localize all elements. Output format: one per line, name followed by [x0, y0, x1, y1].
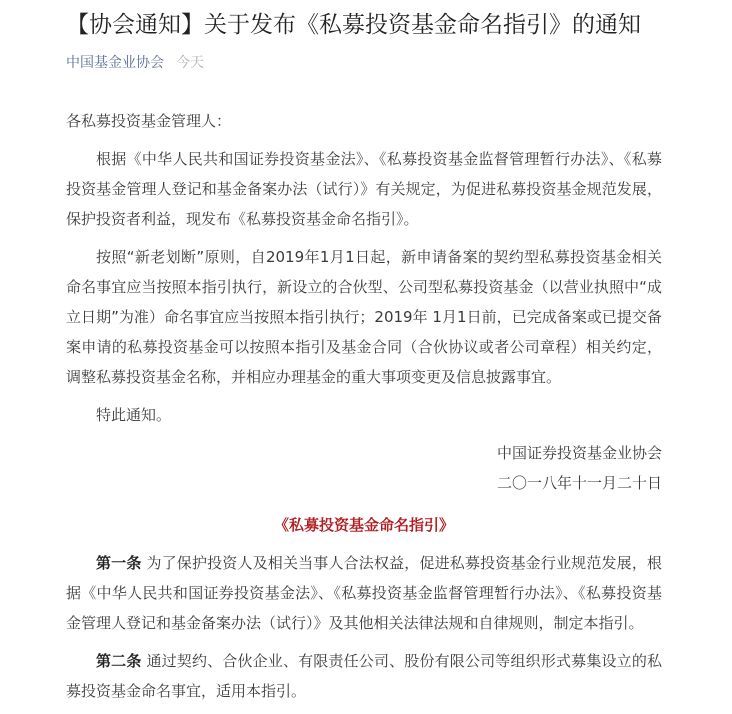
article-1-text: 为了保护投资人及相关当事人合法权益，促进私募投资基金行业规范发展，根据《中华人民共和国证券投资基金法》、《私募投资基金监督管理暂行办法》、《私募投资基金管理人登记和基金备案办法（试行）》及其他相关法律法规和自律规则，制定本指引。	[66, 554, 662, 632]
article-2-text: 通过契约、合伙企业、有限责任公司、股份有限公司等组织形式募集设立的私募投资基金命名事宜，适用本指引。	[66, 652, 662, 700]
guide-article-1	[66, 548, 662, 638]
publish-time: 今天	[176, 55, 204, 71]
salutation: 各私募投资基金管理人：	[66, 112, 232, 130]
notice-paragraph-1: 根据《中华人民共和国证券投资基金法》、《私募投资基金监督管理暂行办法》、《私募投资基金管理人登记和基金备案办法（试行）》有关规定，为促进私募投资基金规范发展，保护投资者利益，现发布《私募投资基金命名指引》。	[66, 150, 662, 228]
guide-article-2	[66, 646, 662, 706]
article-meta	[66, 52, 204, 74]
account-name-link[interactable]: 中国基金业协会	[66, 55, 164, 71]
closing-line: 特此通知。	[96, 406, 172, 424]
article-2-label: 第二条	[96, 652, 142, 670]
signature: 中国证券投资基金业协会	[496, 444, 662, 462]
signature-date: 二〇一八年十一月二十日	[496, 474, 662, 492]
article-1-label: 第一条	[96, 554, 142, 572]
article-title: 【协会通知】关于发布《私募投资基金命名指引》的通知	[66, 12, 641, 38]
notice-paragraph-2: 按照“新老划断”原则，自2019年1月1日起，新申请备案的契约型私募投资基金相关命名事宜应当按照本指引执行，新设立的合伙型、公司型私募投资基金（以营业执照中“成立日期”为准）命名事宜应当按照本指引执行；2019年 1月1日前，已完成备案或已提交备案申请的私募投资基金可以按照本指引及基金合同（合伙协议或者公司章程）相关约定，调整私募投资基金名称，并相应办理基金的重大事项变更及信息披露事宜。	[66, 248, 662, 386]
guide-title: 《私募投资基金命名指引》	[273, 516, 454, 534]
article-body	[66, 106, 662, 714]
